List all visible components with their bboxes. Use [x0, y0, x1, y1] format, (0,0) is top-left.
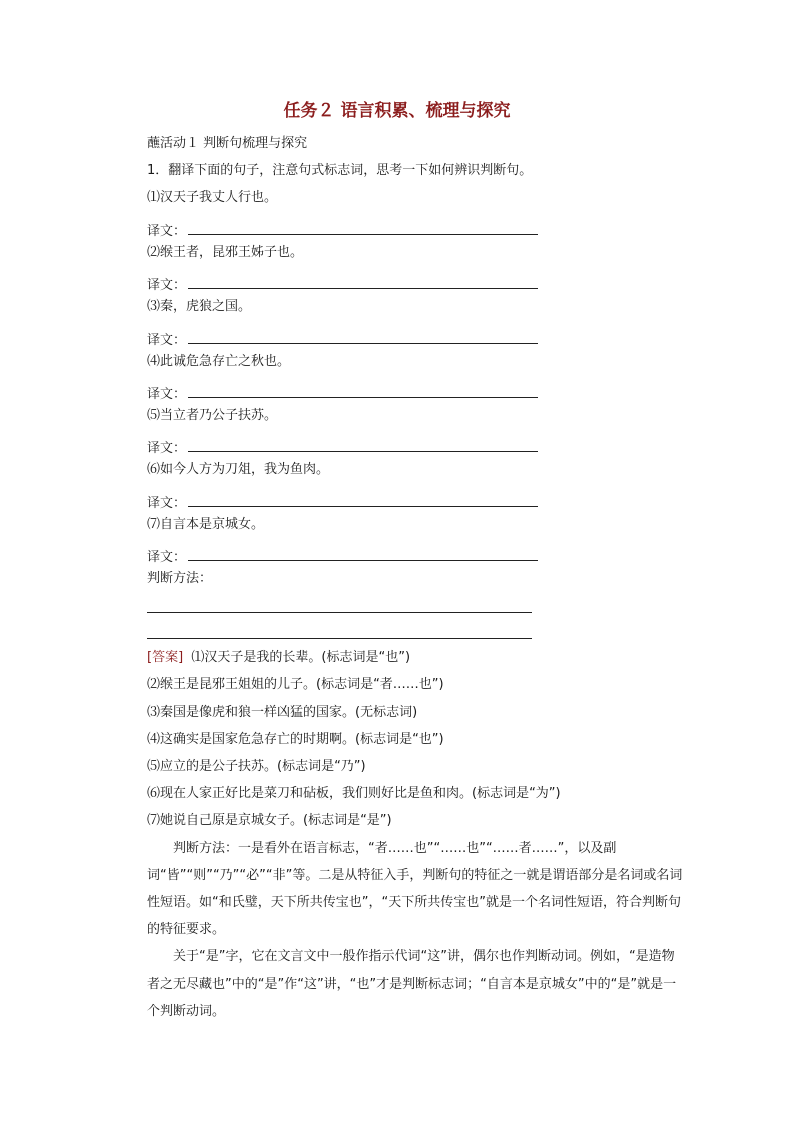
translation-field-3[interactable] — [147, 320, 687, 347]
translation-field-6[interactable] — [147, 483, 687, 510]
blank-line — [147, 612, 532, 613]
translation-label: 译文： — [147, 441, 187, 457]
answer-blank-line — [188, 217, 538, 235]
answer-blank-line — [188, 489, 538, 507]
translation-label: 译文： — [147, 332, 187, 348]
translation-label: 译文： — [147, 223, 187, 239]
method-blank-1[interactable] — [147, 592, 687, 618]
translation-field-5[interactable] — [147, 429, 687, 456]
answer-blank-line — [188, 434, 538, 452]
answer-6: ⑹现在人家正好比是菜刀和砧板，我们则好比是鱼和肉。(标志词是“为”) — [147, 786, 561, 802]
answer-7: ⑺她说自己原是京城女子。(标志词是“是”) — [147, 813, 392, 829]
question-intro: 1．翻译下面的句子，注意句式标志词，思考一下如何辨识判断句。 — [147, 163, 533, 179]
translation-label: 译文： — [147, 495, 187, 511]
translation-field-2[interactable] — [147, 266, 687, 293]
method-blank-2[interactable] — [147, 618, 687, 644]
shi-explanation-paragraph: 关于“是”字，它在文言文中一般作指示代词“这”讲，偶尔也作判断动词。例如，“是造物者之无尽藏也”中的“是”作“这”讲，“也”才是判断标志词；“自言本是京城女”中的“是”就是一个判断动词。 — [147, 949, 677, 1019]
answer-1 — [147, 644, 687, 671]
answer-blank-line — [188, 380, 538, 398]
sentence-7: ⑺自言本是京城女。 — [147, 516, 265, 532]
translation-field-4[interactable] — [147, 375, 687, 402]
sentence-4: ⑷此诚危急存亡之秋也。 — [147, 353, 291, 369]
answer-label: [答案] — [147, 650, 184, 666]
answer-blank-line — [188, 326, 538, 344]
answer-2: ⑵缑王是昆邪王姐姐的儿子。(标志词是“者……也”) — [147, 677, 444, 693]
sentence-6: ⑹如今人方为刀俎，我为鱼肉。 — [147, 462, 330, 478]
sentence-3: ⑶秦，虎狼之国。 — [147, 299, 252, 315]
answer-5: ⑸应立的是公子扶苏。(标志词是“乃”) — [147, 758, 366, 774]
activity-heading: 蘸活动１ 判断句梳理与探究 — [147, 136, 308, 151]
sentence-1: ⑴汉天子我丈人行也。 — [147, 190, 278, 206]
translation-field-1[interactable] — [147, 212, 687, 239]
answer-blank-line — [188, 543, 538, 561]
translation-label: 译文： — [147, 550, 187, 565]
translation-label: 译文： — [147, 278, 187, 294]
answer-blank-line — [188, 271, 538, 289]
blank-line — [147, 638, 532, 639]
answer-3: ⑶秦国是像虎和狼一样凶猛的国家。(无标志词) — [147, 704, 418, 720]
method-label: 判断方法： — [147, 571, 213, 586]
method-explanation-paragraph: 判断方法：一是看外在语言标志，“者……也”“……也”“……者……”，以及副词“皆”“则”“乃”“必”“非”等。二是从特征入手，判断句的特征之一就是谓语部分是名词或名词性短语。如“和氏璧，天下所共传宝也”，“天下所共传宝也”就是一个名词性短语，符合判断句的特征要求。 — [147, 840, 683, 938]
translation-field-7[interactable] — [147, 538, 687, 565]
sentence-2: ⑵缑王者，昆邪王姊子也。 — [147, 244, 304, 260]
answer-text: ⑴汉天子是我的长辈。(标志词是“也”) — [191, 650, 411, 666]
translation-label: 译文： — [147, 386, 187, 402]
page-title: 任务２ 语言积累、梳理与探究 — [283, 101, 511, 121]
answer-4: ⑷这确实是国家危急存亡的时期啊。(标志词是“也”) — [147, 731, 444, 747]
sentence-5: ⑸当立者乃公子扶苏。 — [147, 407, 278, 423]
document-body — [147, 130, 687, 1025]
